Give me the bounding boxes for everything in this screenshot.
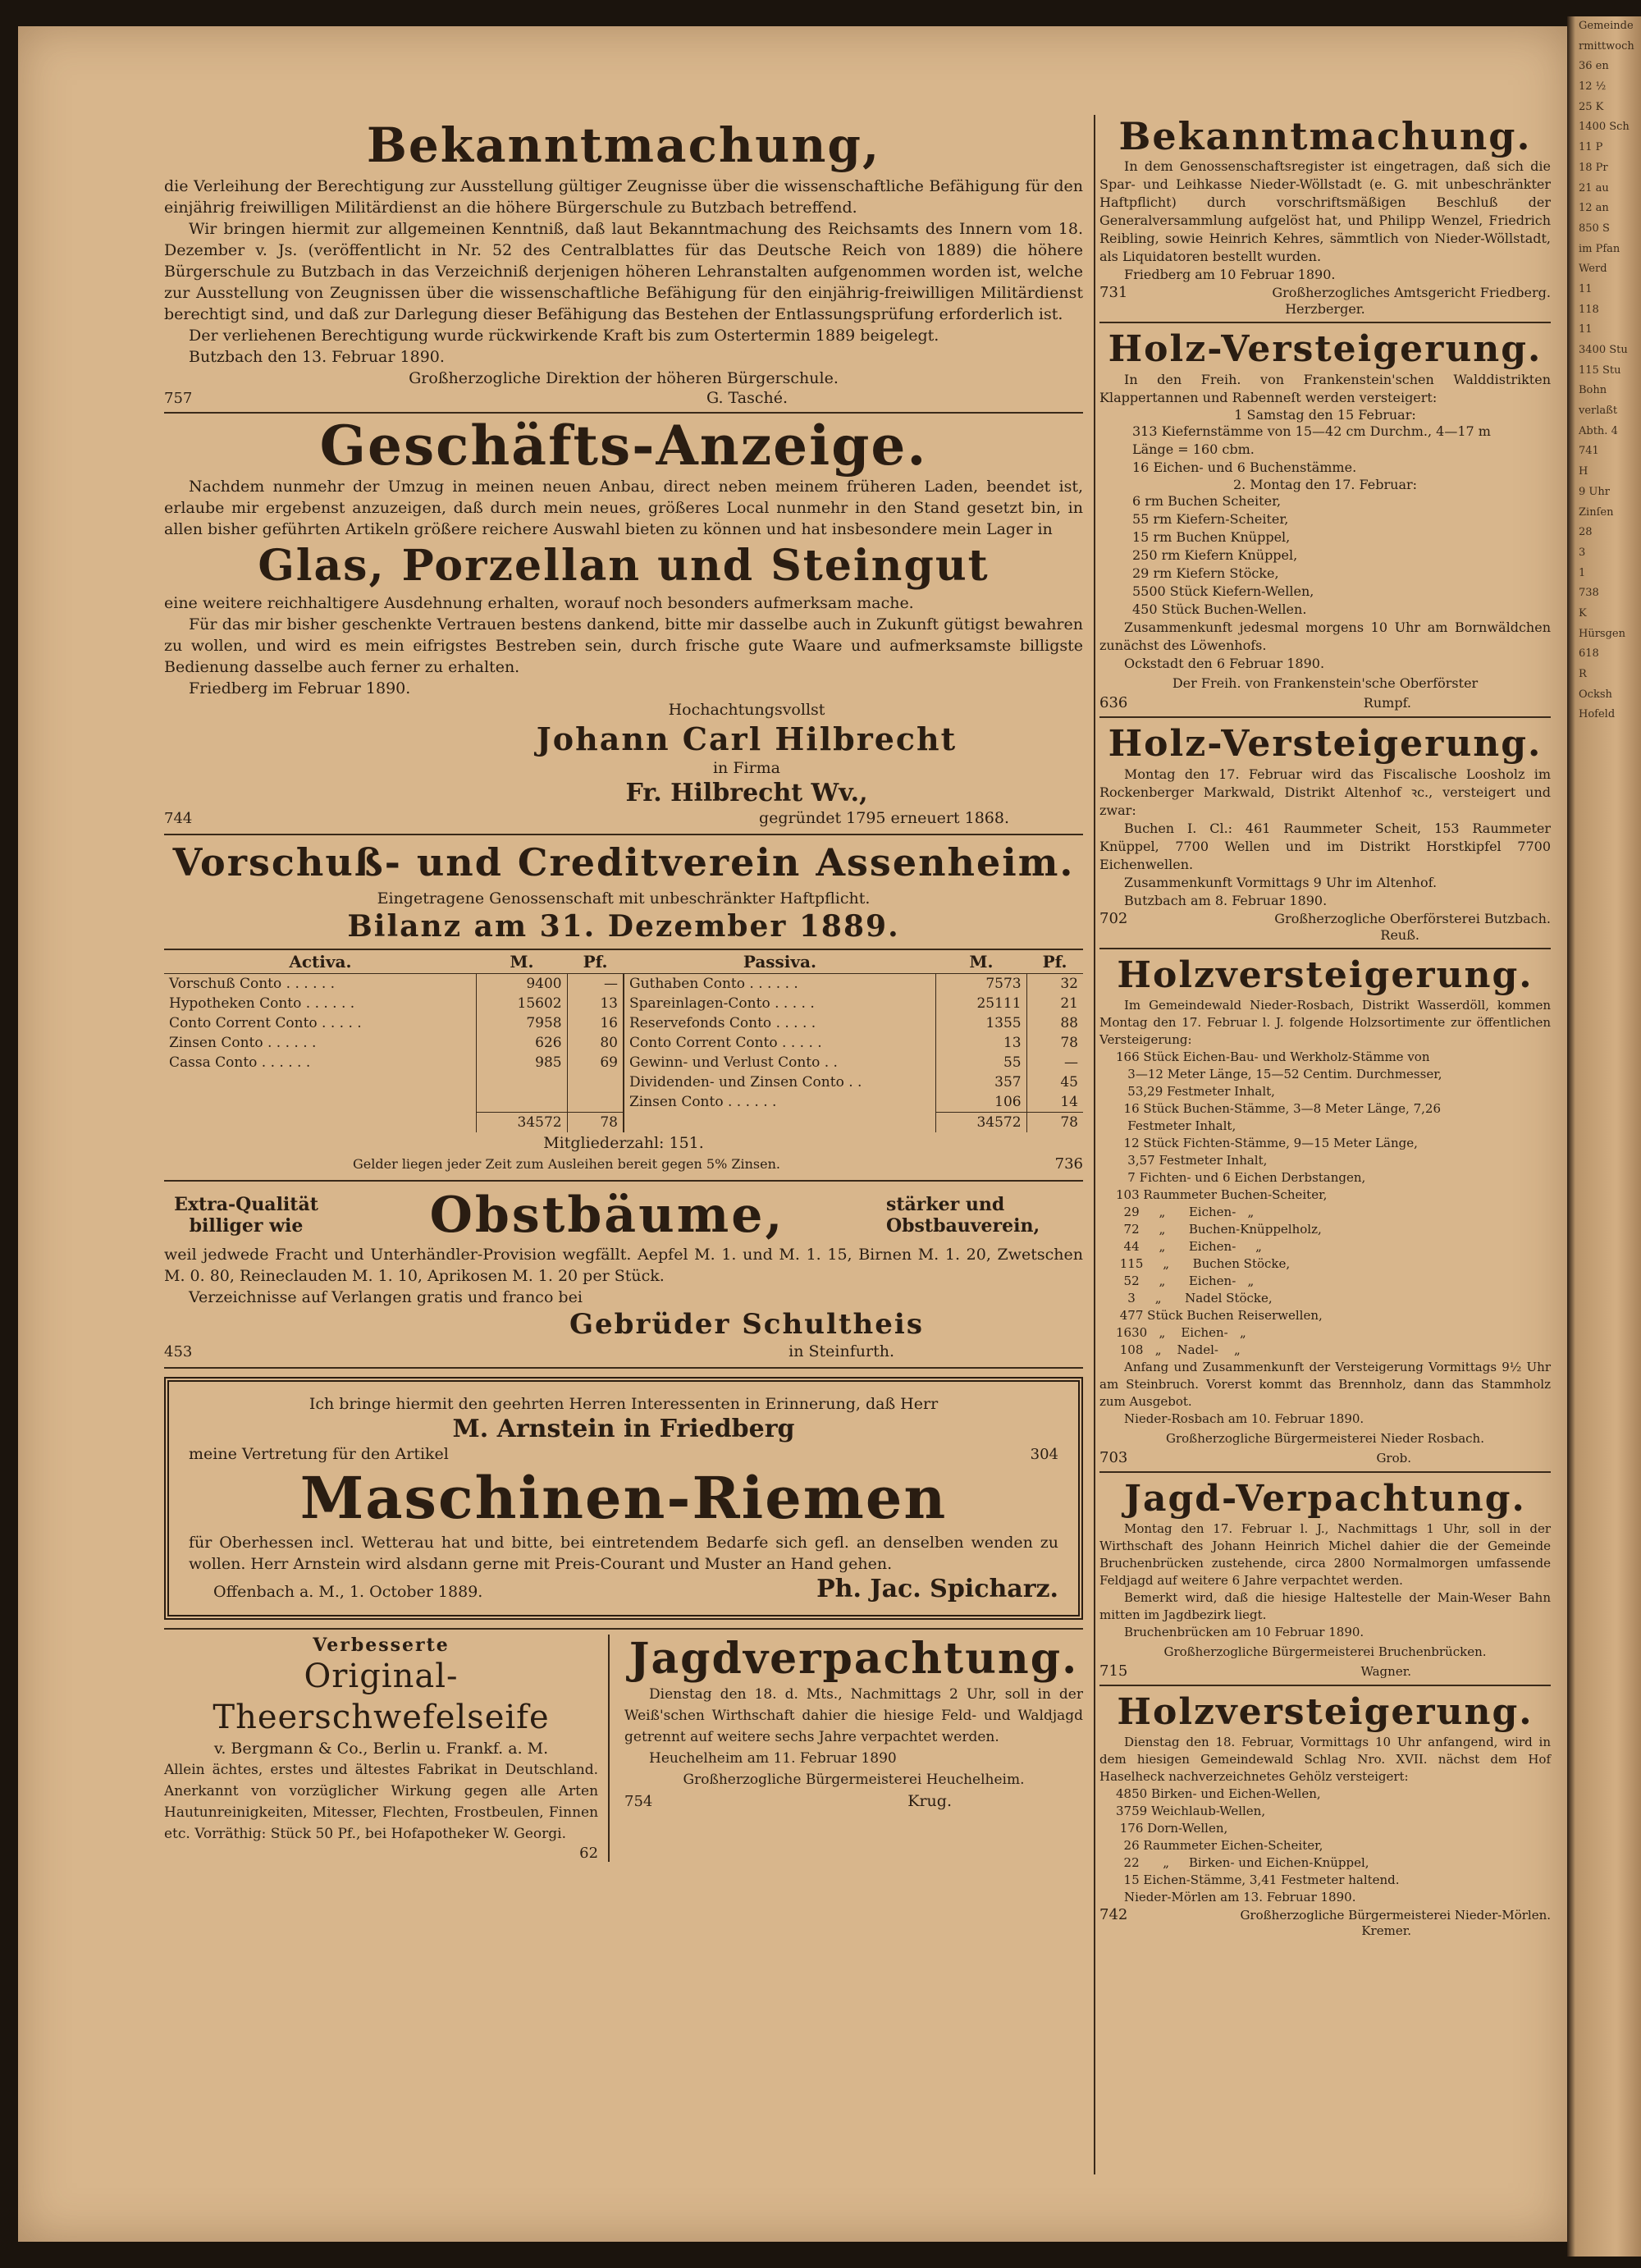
table-row: [164, 1013, 1083, 1033]
list-item: 5500 Stück Kiefern-Wellen,: [1132, 583, 1314, 599]
activa-label: [164, 1092, 477, 1113]
activa-header: Activa.: [164, 949, 477, 974]
list-item: 12 Stück Fichten-Stämme, 9—15 Meter Länge,: [1116, 1136, 1418, 1150]
activa-m: 626: [477, 1033, 567, 1053]
ad-paragraph: Nachdem nunmehr der Umzug in meinen neuen Anbau, direct neben meinem früheren Laden, beendet ist, erlaube mir ergebenst anzuzeigen, daß durch mein neues, größeres Local nunmehr in den Stand gesetzt bin, in allen bisher geführten Artikeln größere reichere Auswahl bieten zu können und hat insbesondere mein Lager in: [164, 478, 1083, 538]
ad-subtitle: Eingetragene Genossenschaft mit unbeschränkter Haftpflicht.: [377, 889, 871, 908]
item-list: [1099, 1049, 1551, 1359]
ad-date: Friedberg am 10 Februar 1890.: [1124, 267, 1336, 282]
total-activa-pf: 78: [567, 1113, 624, 1133]
activa-m: 7958: [477, 1013, 567, 1033]
bilanz-table: [164, 949, 1083, 1132]
col-pf: Pf.: [567, 949, 624, 974]
ad-signature: Reuß.: [1380, 927, 1419, 943]
item-list: [1099, 423, 1551, 477]
ad-title: Original-Theerschwefelseife: [213, 1658, 550, 1736]
activa-pf: 80: [567, 1033, 624, 1053]
adjacent-page-edge: [1567, 16, 1641, 2257]
ad-authority: Großherzogliche Direktion der höheren Bürgerschule.: [409, 369, 839, 387]
ad-signature: Grob.: [1376, 1451, 1411, 1466]
list-item: 108 „ Nadel- „: [1116, 1342, 1241, 1357]
table-row: [164, 1072, 1083, 1092]
passiva-pf: 32: [1026, 974, 1083, 995]
ad-merchant-name: Johann Carl Hilbrecht: [536, 720, 958, 757]
ad-date: Nieder-Mörlen am 13. Februar 1890.: [1124, 1890, 1356, 1904]
ad-holzversteigerung-nieder-moerlen: [1099, 1691, 1551, 1938]
divider: [1099, 948, 1551, 949]
activa-label: Vorschuß Conto . . . . . .: [169, 976, 336, 992]
ad-paragraph: Dienstag den 18. d. Mts., Nachmittags 2 Uhr, soll in der Weiß'schen Wirthschaft dahier die hiesige Feld- und Waldjagd getrennt auf weitere sechs Jahre verpachtet werden.: [624, 1686, 1083, 1745]
ad-signature: Krug.: [907, 1792, 952, 1810]
ad-date: Heuchelheim am 11. Februar 1890: [649, 1750, 897, 1767]
ad-title: Holz-Versteigerung.: [1108, 328, 1543, 370]
list-item: 52 „ Eichen- „: [1116, 1273, 1255, 1288]
ad-paragraph: Allein ächtes, erstes und ältestes Fabrikat in Deutschland. Anerkannt von vorzüglicher Wirkung gegen alle Arten Hautunreinigkeiten, Mitesser, Flechten, Frostbeulen, Finnen etc. Vorräthig: Stück 50 Pf., bei Hofapotheker W. Georgi.: [164, 1762, 599, 1842]
list-item: 4850 Birken- und Eichen-Wellen,: [1116, 1786, 1321, 1801]
ad-title: Bekanntmachung,: [366, 117, 881, 173]
ad-number: 702: [1099, 910, 1128, 927]
ad-paragraph: Dienstag den 18. Februar, Vormittags 10 Uhr anfangend, wird in dem hiesigen Gemeindewald Schlag Nro. XVII. nächst dem Hof Haselheck nachverzeichnetes Gehölz versteigert:: [1099, 1735, 1551, 1784]
ad-place: in Steinfurth.: [789, 1342, 894, 1360]
right-column: [1099, 115, 1551, 1938]
ad-authority: Großherzogliche Bürgermeisterei Nieder Rosbach.: [1166, 1431, 1484, 1446]
list-item: 6 rm Buchen Scheiter,: [1132, 493, 1282, 509]
ad-merchant-name: Gebrüder Schultheis: [569, 1308, 924, 1341]
passiva-pf: 78: [1026, 1033, 1083, 1053]
ad-theerschwefelseife: [164, 1635, 610, 1862]
table-row: [164, 974, 1083, 995]
list-item: 1630 „ Eichen- „: [1116, 1325, 1246, 1340]
ad-signature: G. Tasché.: [706, 389, 788, 407]
ad-geschaefts-anzeige: [164, 414, 1083, 829]
ad-number: 757: [164, 390, 193, 407]
ad-authority: Großherzogliche Bürgermeisterei Bruchenbrücken.: [1163, 1644, 1487, 1659]
list-item: 176 Dorn-Wellen,: [1116, 1821, 1228, 1836]
total-passiva-pf: 78: [1026, 1113, 1083, 1133]
activa-m: 985: [477, 1053, 567, 1072]
list-item: 72 „ Buchen-Knüppelholz,: [1116, 1222, 1322, 1237]
ad-paragraph: In dem Genossenschaftsregister ist eingetragen, daß sich die Spar- und Leihkasse Nieder-Wöllstadt (e. G. mit unbeschränkter Haftpflicht) durch vorschriftsmäßigen Beschluß der Generalversammlung aufgelöst hat, und Philipp Wenzel, Friedrich Reibling, sowie Heinrich Kehres, sämmtlich von Nieder-Wöllstadt, als Liquidatoren bestellt wurden.: [1099, 158, 1551, 264]
divider: [1099, 322, 1551, 323]
ad-paragraph: weil jedwede Fracht und Unterhändler-Provision wegfällt. Aepfel M. 1. und M. 1. 15, Birnen M. 1. 20, Zwetschen M. 0. 80, Reineclauden M. 1. 10, Aprikosen M. 1. 20 per Stück.: [164, 1246, 1083, 1285]
activa-m: 9400: [477, 974, 567, 995]
col-m: M.: [936, 949, 1026, 974]
passiva-label: Zinsen Conto . . . . . .: [624, 1092, 936, 1113]
ad-paragraph: Zusammenkunft Vormittags 9 Uhr im Altenhof.: [1124, 875, 1438, 890]
ad-number: 636: [1099, 694, 1128, 711]
ad-bekanntmachung-butzbach: [164, 118, 1083, 407]
activa-label: Zinsen Conto . . . . . .: [169, 1035, 317, 1051]
ad-number: 742: [1099, 1906, 1128, 1923]
ad-number: 754: [624, 1793, 653, 1810]
ad-holzversteigerung-nieder-rosbach: [1099, 954, 1551, 1466]
ad-paragraph: Ich bringe hiermit den geehrten Herren Interessenten in Erinnerung, daß Herr: [309, 1395, 939, 1413]
activa-label: Cassa Conto . . . . . .: [169, 1054, 311, 1071]
passiva-pf: —: [1026, 1053, 1083, 1072]
ad-title: Jagdverpachtung.: [629, 1634, 1079, 1684]
ad-date: Friedberg im Februar 1890.: [189, 679, 411, 697]
activa-pf: 16: [567, 1013, 624, 1033]
list-item: 3 „ Nadel Stöcke,: [1116, 1291, 1273, 1305]
passiva-pf: 21: [1026, 994, 1083, 1013]
divider: [164, 1628, 1083, 1630]
activa-label: Conto Corrent Conto . . . . .: [169, 1015, 362, 1031]
passiva-label: Reservefonds Conto . . . . .: [624, 1013, 936, 1033]
list-item: Länge = 160 cbm.: [1132, 441, 1255, 457]
list-item: 166 Stück Eichen-Bau- und Werkholz-Stämme von: [1116, 1049, 1430, 1064]
divider: [1099, 716, 1551, 718]
ad-paragraph: Verzeichnisse auf Verlangen gratis und franco bei: [189, 1288, 583, 1306]
list-item: 55 rm Kiefern-Scheiter,: [1132, 511, 1289, 527]
ad-number: 731: [1099, 284, 1128, 301]
activa-pf: [567, 1092, 624, 1113]
item-list: [1099, 1786, 1551, 1889]
ad-title: Jagd-Verpachtung.: [1124, 1478, 1526, 1520]
ad-paragraph: Buchen I. Cl.: 461 Raummeter Scheit, 153 Raummeter Knüppel, 7700 Wellen und im Distrikt Horstkipfel 7700 Eichenwellen.: [1099, 821, 1551, 872]
passiva-pf: 88: [1026, 1013, 1083, 1033]
passiva-label: Guthaben Conto . . . . . .: [624, 974, 936, 995]
list-item: 16 Stück Buchen-Stämme, 3—8 Meter Länge, 7,26: [1116, 1101, 1441, 1116]
ad-date: Ockstadt den 6 Februar 1890.: [1124, 656, 1325, 671]
activa-pf: 69: [567, 1053, 624, 1072]
ad-title: Holz-Versteigerung.: [1108, 723, 1543, 765]
list-item: 7 Fichten- und 6 Eichen Derbstangen,: [1116, 1170, 1366, 1185]
left-column: [164, 115, 1083, 1862]
ad-goods-heading: Glas, Porzellan und Steingut: [258, 541, 990, 591]
ad-note: Gelder liegen jeder Zeit zum Ausleihen bereit gegen 5% Zinsen.: [353, 1156, 780, 1172]
ad-agent: M. Arnstein in Friedberg: [452, 1415, 795, 1443]
list-item: 29 „ Eichen- „: [1116, 1205, 1255, 1219]
ad-signature: Ph. Jac. Spicharz.: [816, 1575, 1058, 1603]
ad-date: Offenbach a. M., 1. October 1889.: [213, 1583, 483, 1601]
ad-holz-versteigerung-butzbach: [1099, 723, 1551, 943]
list-item: 450 Stück Buchen-Wellen.: [1132, 601, 1307, 617]
list-item: 53,29 Festmeter Inhalt,: [1116, 1084, 1275, 1099]
passiva-m: 106: [936, 1092, 1026, 1113]
list-item: 15 Eichen-Stämme, 3,41 Festmeter haltend.: [1116, 1872, 1400, 1887]
ad-authority: Großherzogliches Amtsgericht Friedberg.: [1272, 285, 1551, 300]
list-item: 26 Raummeter Eichen-Scheiter,: [1116, 1838, 1323, 1853]
col-m: M.: [477, 949, 567, 974]
ad-bilanz-heading: Bilanz am 31. Dezember 1889.: [347, 909, 900, 944]
activa-m: 15602: [477, 994, 567, 1013]
list-item: 29 rm Kiefern Stöcke,: [1132, 565, 1279, 581]
column-divider: [1094, 115, 1095, 2174]
divider: [1099, 1471, 1551, 1473]
table-row: [164, 1053, 1083, 1072]
divider: [1099, 1685, 1551, 1686]
ad-signature: Herzberger.: [1285, 301, 1365, 317]
activa-m: [477, 1072, 567, 1092]
col-pf: Pf.: [1026, 949, 1083, 974]
activa-pf: 13: [567, 994, 624, 1013]
ad-jagd-verpachtung-bruchenbruecken: [1099, 1478, 1551, 1680]
total-activa-m: 34572: [477, 1113, 567, 1133]
passiva-pf: 14: [1026, 1092, 1083, 1113]
list-item: 3759 Weichlaub-Wellen,: [1116, 1804, 1266, 1818]
list-item: 3—12 Meter Länge, 15—52 Centim. Durchmesser,: [1116, 1067, 1442, 1081]
ad-obstbaeume: [164, 1187, 1083, 1362]
ad-bekanntmachung-friedberg: [1099, 115, 1551, 317]
ad-firma: Fr. Hilbrecht Wv.,: [625, 779, 868, 807]
passiva-pf: 45: [1026, 1072, 1083, 1092]
ad-paragraph: eine weitere reichhaltigere Ausdehnung erhalten, worauf noch besonders aufmerksam mache.: [164, 594, 914, 612]
list-item: 250 rm Kiefern Knüppel,: [1132, 547, 1298, 563]
ad-paragraph: Montag den 17. Februar l. J., Nachmittags 1 Uhr, soll in der Wirthschaft des Johann Heinrich Michel dahier die der Gemeinde Bruchenbrücken zustehende, circa 2800 Normalmorgen umfassende Feldjagd auf weitere 6 Jahre verpachtet werden.: [1099, 1521, 1551, 1588]
ad-intro: die Verleihung der Berechtigung zur Ausstellung gültiger Zeugnisse über die wissenschaftliche Befähigung für den einjährig freiwilligen Militärdienst an die höhere Bürgerschule zu Butzbach betreffend.: [164, 177, 1083, 217]
passiva-m: 25111: [936, 994, 1026, 1013]
activa-label: Hypotheken Conto . . . . . .: [169, 995, 355, 1012]
ad-date: Bruchenbrücken am 10 Februar 1890.: [1124, 1625, 1364, 1639]
ad-posttext: stärker und Obstbauverein,: [886, 1194, 1040, 1237]
total-passiva-m: 34572: [936, 1113, 1026, 1133]
ad-paragraph: In den Freih. von Frankenstein'schen Walddistrikten Klappertannen und Rabenneſt werden versteigert:: [1099, 372, 1551, 405]
list-item: 313 Kiefernstämme von 15—42 cm Durchm., 4—17 m: [1132, 423, 1491, 439]
ad-paragraph: Für das mir bisher geschenkte Vertrauen bestens dankend, bitte mir dasselbe auch in Zukunft gütigst bewahren zu wollen, und wird es mein eifrigstes Bestreben sein, durch frische gute Waare und aufmerksamste billigste Bedienung dasselbe auch ferner zu erhalten.: [164, 615, 1083, 676]
ad-title: Obstbäume,: [429, 1187, 785, 1244]
activa-pf: —: [567, 974, 624, 995]
item-list: [1099, 492, 1551, 619]
ad-title: Holzversteigerung.: [1117, 954, 1534, 996]
ad-maschinen-riemen: [164, 1377, 1083, 1620]
passiva-label: Dividenden- und Zinsen Conto . .: [624, 1072, 936, 1092]
ad-signature: Kremer.: [1361, 1923, 1411, 1938]
activa-m: [477, 1092, 567, 1113]
ad-jagdverpachtung-heuchelheim: [624, 1635, 1083, 1862]
ad-paragraph: meine Vertretung für den Artikel: [189, 1445, 449, 1463]
ad-paragraph: für Oberhessen incl. Wetterau hat und bitte, bei eintretendem Bedarfe sich gefl. an denselben wenden zu wollen. Herr Arnstein wird alsdann gerne mit Preis-Courant und Muster an Hand gehen.: [189, 1534, 1058, 1573]
list-item: 3,57 Festmeter Inhalt,: [1116, 1153, 1268, 1168]
ad-number: 744: [164, 810, 193, 827]
ad-title: Geschäfts-Anzeige.: [319, 414, 928, 478]
ad-title: Vorschuß- und Creditverein Assenheim.: [172, 840, 1075, 885]
ad-signature: Wagner.: [1360, 1664, 1411, 1679]
ad-members: Mitgliederzahl: 151.: [543, 1134, 704, 1152]
ad-pretext: Verbesserte: [313, 1635, 450, 1656]
ad-paragraph: Bemerkt wird, daß die hiesige Haltestelle der Main-Weser Bahn mitten im Jagdbezirk liegt.: [1099, 1590, 1551, 1622]
passiva-m: 357: [936, 1072, 1026, 1092]
list-item: 115 „ Buchen Stöcke,: [1116, 1256, 1291, 1271]
ad-day: 2. Montag den 17. Februar:: [1232, 477, 1418, 492]
ad-number: 703: [1099, 1449, 1128, 1466]
ad-number: 62: [579, 1845, 599, 1862]
ad-firma-label: in Firma: [712, 759, 781, 777]
list-item: Festmeter Inhalt,: [1116, 1118, 1236, 1133]
ad-date: Nieder-Rosbach am 10. Februar 1890.: [1124, 1411, 1364, 1426]
ad-number: 304: [1030, 1446, 1058, 1463]
list-item: 103 Raummeter Buchen-Scheiter,: [1116, 1187, 1328, 1202]
ad-authority: Der Freih. von Frankenstein'sche Oberförster: [1172, 675, 1479, 691]
ad-date: Butzbach den 13. Februar 1890.: [189, 348, 445, 366]
ad-title: Bekanntmachung.: [1118, 114, 1532, 158]
passiva-label: Spareinlagen-Conto . . . . .: [624, 994, 936, 1013]
list-item: 16 Eichen- und 6 Buchenstämme.: [1132, 460, 1357, 475]
ad-paragraph: Zusammenkunft jedesmal morgens 10 Uhr am Bornwäldchen zunächst des Löwenhofs.: [1099, 620, 1551, 653]
ad-date: Butzbach am 8. Februar 1890.: [1124, 893, 1328, 908]
passiva-m: 13: [936, 1033, 1026, 1053]
ad-creditverein: [164, 840, 1083, 1175]
ad-number: 453: [164, 1343, 193, 1360]
ad-title: Maschinen-Riemen: [299, 1464, 948, 1532]
ad-day: 1 Samstag den 15 Februar:: [1234, 407, 1416, 423]
ad-paragraph: Im Gemeindewald Nieder-Rosbach, Distrikt Wasserdöll, kommen Montag den 17. Februar l. J. folgende Holzsortimente zur öffentlichen Versteigerung:: [1099, 998, 1551, 1047]
list-item: 477 Stück Buchen Reiserwellen,: [1116, 1308, 1323, 1323]
ad-signature: Rumpf.: [1363, 695, 1411, 711]
ad-paragraph: Wir bringen hiermit zur allgemeinen Kenntniß, daß laut Bekanntmachung des Reichsamts des Innern vom 18. Dezember v. Js. (veröffentlicht in Nr. 52 des Centralblattes für das Deutsche Reich von 1889) die höhere Bürgerschule zu Butzbach in das Verzeichniß derjenigen höheren Lehranstalten aufgenommen worden ist, welche zur Ausstellung von Zeugnissen über die wissenschaftliche Befähigung für den einjährig-freiwilligen Militärdienst berechtigt sind, und daß zur Darlegung dieser Befähigung das Bestehen der Entlassungsprüfung erforderlich ist.: [164, 220, 1083, 323]
ad-authority: Großherzogliche Oberförsterei Butzbach.: [1274, 911, 1551, 926]
table-row: [164, 1092, 1083, 1113]
ad-pretext: Extra-Qualität billiger wie: [174, 1194, 318, 1237]
passiva-label: Conto Corrent Conto . . . . .: [624, 1033, 936, 1053]
ad-number: 715: [1099, 1662, 1128, 1680]
divider: [164, 1367, 1083, 1369]
adjacent-page-fragments: Gemeinde rmittwoch 36 en 12 ½ 25 K 1400 Sch 11 P 18 Pr 21 au 12 an 850 S im Pfan Werd 11 118 11 3400 Stu 115 Stu Bohn verlaßt Abth. 4 741 H 9 Uhr Zinſen 28 3 1 738 K Hürsgen 618 R Ocksh Hofeld: [1579, 20, 1634, 721]
passiva-label: Gewinn- und Verlust Conto . .: [624, 1053, 936, 1072]
activa-pf: [567, 1072, 624, 1092]
ad-maker: v. Bergmann & Co., Berlin u. Frankf. a. M.: [213, 1740, 549, 1758]
activa-label: [164, 1072, 477, 1092]
passiva-m: 1355: [936, 1013, 1026, 1033]
list-item: 44 „ Eichen- „: [1116, 1239, 1262, 1254]
ad-paragraph: Anfang und Zusammenkunft der Versteigerung Vormittags 9½ Uhr am Steinbruch. Vorerst kommt das Brennholz, dann das Stammholz zum Ausgebot.: [1099, 1360, 1551, 1409]
list-item: 15 rm Buchen Knüppel,: [1132, 529, 1291, 545]
ad-authority: Großherzogliche Bürgermeisterei Nieder-Mörlen.: [1240, 1908, 1551, 1923]
ad-greeting: Hochachtungsvollst: [668, 701, 825, 719]
list-item: 22 „ Birken- und Eichen-Knüppel,: [1116, 1855, 1369, 1870]
table-row: [164, 994, 1083, 1013]
bottom-ads-row: [164, 1635, 1083, 1862]
passiva-m: 55: [936, 1053, 1026, 1072]
divider: [164, 1180, 1083, 1182]
ad-title: Holzversteigerung.: [1117, 1691, 1534, 1733]
table-row: [164, 1033, 1083, 1053]
ad-paragraph: Der verliehenen Berechtigung wurde rückwirkende Kraft bis zum Ostertermin 1889 beigelegt.: [189, 327, 939, 345]
ad-holz-versteigerung-ockstadt: [1099, 328, 1551, 711]
passiva-m: 7573: [936, 974, 1026, 995]
divider: [164, 834, 1083, 835]
passiva-header: Passiva.: [624, 949, 936, 974]
ad-number: 736: [1054, 1155, 1083, 1173]
ad-authority: Großherzogliche Bürgermeisterei Heuchelheim.: [683, 1772, 1025, 1788]
ad-founded: gegründet 1795 erneuert 1868.: [758, 809, 1009, 827]
ad-paragraph: Montag den 17. Februar wird das Fiscalische Loosholz im Rockenberger Markwald, Distrikt Altenhof ꝛc., versteigert und zwar:: [1099, 766, 1551, 818]
